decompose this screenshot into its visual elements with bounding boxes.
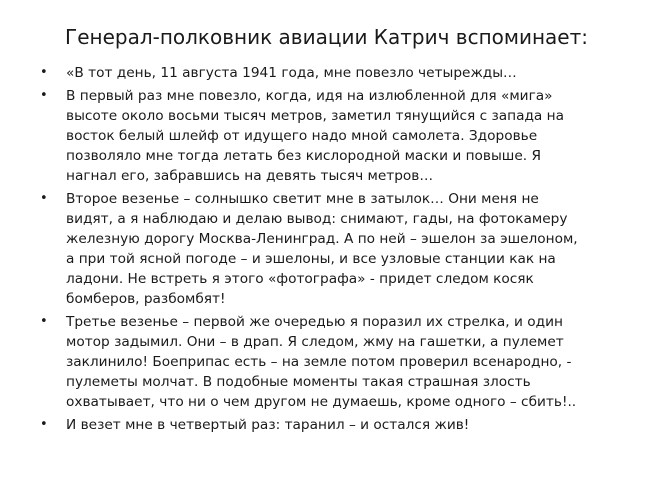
bullet-line: мотор задымил. Они – в драп. Я следом, жму на гашетки, а пулемет (66, 334, 564, 350)
bullet-text (66, 86, 620, 186)
slide-title: Генерал-полковник авиации Катрич вспоминает: (65, 25, 588, 49)
bullet-line: Второе везенье – солнышко светит мне в затылок… Они меня не (66, 191, 539, 207)
bullet-line: «В тот день, 11 августа 1941 года, мне повезло четырежды… (66, 65, 517, 81)
bullet-item (40, 415, 620, 435)
bullet-marker: • (40, 314, 48, 329)
bullet-line: нагнал его, забравшись на девять тысяч метров… (66, 168, 434, 184)
bullet-line: пулеметы молчат. В подобные моменты такая страшная злость (66, 374, 531, 390)
bullet-item (40, 312, 620, 412)
bullet-line: видят, а я наблюдаю и делаю вывод: снимают, гады, на фотокамеру (66, 211, 568, 227)
bullet-item (40, 189, 620, 309)
bullet-text (66, 415, 620, 435)
bullet-marker: • (40, 191, 48, 206)
bullet-line: позволяло мне тогда летать без кислородной маски и повыше. Я (66, 148, 541, 164)
bullet-item (40, 86, 620, 186)
bullet-line: восток белый шлейф от идущего надо мной самолета. Здоровье (66, 128, 538, 144)
bullet-line: ладони. Не встреть я этого «фотографа» - придет следом косяк (66, 271, 534, 287)
bullet-line: бомберов, разбомбят! (66, 291, 226, 307)
bullet-line: а при той ясной погоде – и эшелоны, и все узловые станции как на (66, 251, 556, 267)
bullet-marker: • (40, 417, 48, 432)
bullet-line: железную дорогу Москва-Ленинград. А по ней – эшелон за эшелоном, (66, 231, 578, 247)
bullet-text (66, 189, 620, 309)
bullet-marker: • (40, 65, 48, 80)
bullet-line: Третье везенье – первой же очередью я поразил их стрелка, и один (66, 314, 563, 330)
bullet-line: заклинило! Боеприпас есть – на земле потом проверил всенародно, - (66, 354, 572, 370)
bullet-text (66, 63, 620, 83)
bullet-line: охватывает, что ни о чем другом не думаешь, кроме одного – сбить!.. (66, 394, 577, 410)
bullet-text (66, 312, 620, 412)
bullet-marker: • (40, 88, 48, 103)
bullet-line: В первый раз мне повезло, когда, идя на излюбленной для «мига» (66, 88, 553, 104)
bullet-item (40, 63, 620, 83)
bullet-line: И везет мне в четвертый раз: таранил – и остался жив! (66, 417, 470, 433)
bullet-list (40, 63, 620, 438)
bullet-line: высоте около восьми тысяч метров, заметил тянущийся с запада на (66, 108, 564, 124)
